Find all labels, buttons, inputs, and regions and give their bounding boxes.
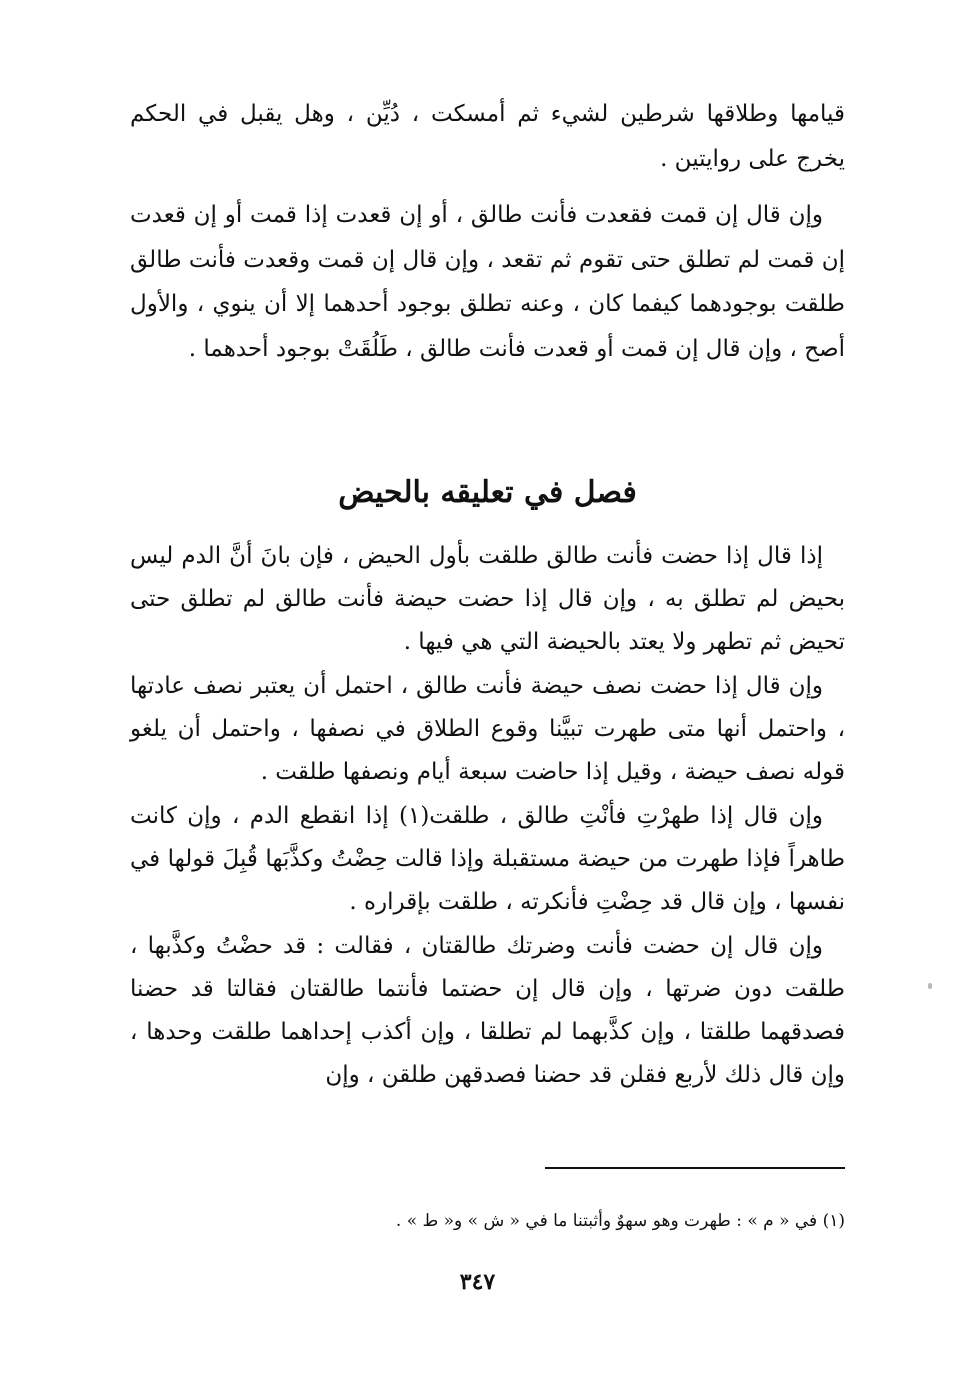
continuation-paragraph [130, 92, 845, 181]
page-number: ٣٤٧ [459, 1269, 496, 1295]
footnote: (١) في « م » : طهرت وهو سهوٌ وأثبتنا ما في « ش » و« ط » . [395, 1211, 845, 1231]
section-paragraph: وإن قال إذا طهرْتِ فأنْتِ طالق ، طلقت(١) إذا انقطع الدم ، وإن كانت طاهراً فإذا طهرت من حيضة مستقبلة وإذا قالت حِضْتُ وكذَّبَها قُبِلَ قولها في نفسها ، وإن قال قد حِضْتِ فأنكرته ، طلقت بإقراره . [130, 803, 845, 915]
conditional-divorce-paragraph [130, 193, 845, 371]
margin-speck [928, 983, 932, 989]
paragraph-opening: قيامها وطلاقها شرطين لشيء ثم أمسكت ، دُيِّن ، وهل يقبل في الحكم يخرج على روايتين . [130, 101, 845, 172]
section-body [130, 535, 845, 1098]
section-heading: فصل في تعليقه بالحيض [338, 475, 637, 510]
section-paragraph: وإن قال إن حضت فأنت وضرتك طالقتان ، فقالت : قد حضْتُ وكذَّبها ، طلقت دون ضرتها ، وإن قال إن حضتما فأنتما طالقتان فقالتا قد حضنا فصدقهما طلقتا ، وإن كذَّبهما لم تطلقا ، وإن أكذب إحداهما طلقت وحدها ، وإن قال ذلك لأربع فقلن قد حضنا فصدقهن طلقن ، وإن [130, 933, 845, 1088]
footnote-divider [545, 1167, 845, 1169]
section-paragraph: إذا قال إذا حضت فأنت طالق طلقت بأول الحيض ، فإن بانَ أنَّ الدم ليس بحيض لم تطلق به ، وإن قال إذا حضت حيضة فأنت طالق لم تطلق حتى تحيض ثم تطهر ولا يعتد بالحيضة التي هي فيها . [130, 543, 845, 655]
paragraph-standing-sitting: وإن قال إن قمت فقعدت فأنت طالق ، أو إن قعدت إذا قمت أو إن قعدت إن قمت لم تطلق حتى تقوم ثم تقعد ، وإن قال إن قمت وقعدت فأنت طالق طلقت بوجودهما كيفما كان ، وعنه تطلق بوجود أحدهما إلا أن ينوي ، والأول أصح ، وإن قال إن قمت أو قعدت فأنت طالق ، طَلُقَتْ بوجود أحدهما . [130, 202, 845, 362]
section-paragraph: وإن قال إذا حضت نصف حيضة فأنت طالق ، احتمل أن يعتبر نصف عادتها ، واحتمل أنها متى طهرت تبيَّنا وقوع الطلاق في نصفها ، واحتمل أن يلغو قوله نصف حيضة ، وقيل إذا حاضت سبعة أيام ونصفها طلقت . [130, 673, 845, 785]
